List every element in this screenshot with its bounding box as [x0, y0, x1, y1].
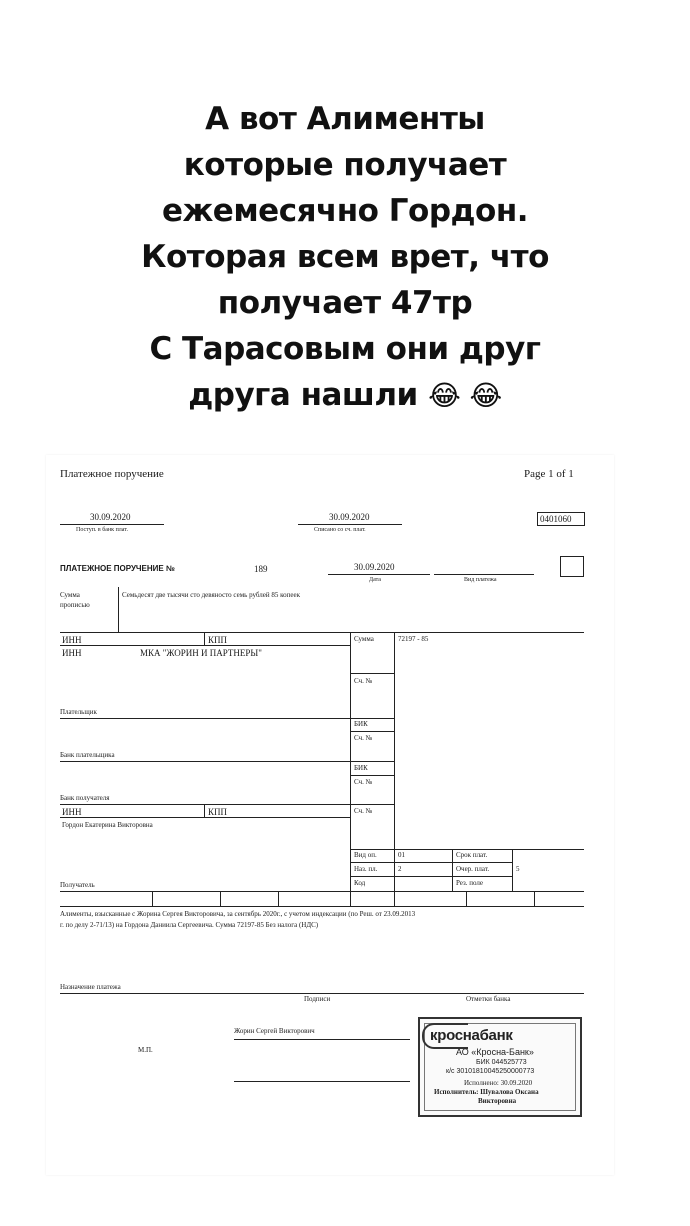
stamp-bank-name: АО «Кросна-Банк» — [456, 1047, 534, 1057]
payee-bank-label: Банк получателя — [60, 794, 110, 802]
bank-marks-label: Отметки банка — [466, 995, 511, 1003]
caption-line: получает 47тр — [217, 285, 473, 321]
priority-value: 5 — [516, 865, 520, 873]
signatures-label: Подписи — [304, 995, 331, 1003]
received-date: 30.09.2020 — [90, 512, 131, 522]
caption-line: которые получает — [183, 147, 507, 183]
inn-label: ИНН — [62, 635, 82, 645]
payee-kpp-label: КПП — [208, 807, 228, 817]
signer-name: Жорин Сергей Викторович — [234, 1027, 315, 1035]
order-title: ПЛАТЕЖНОЕ ПОРУЧЕНИЕ № — [60, 564, 175, 573]
purpose-text-line-1: Алименты, взысканные с Жорина Сергея Викторовича, за сентябрь 2020г., с учетом индексации (по Реш. от 23.09.2013 — [60, 910, 416, 918]
payer-name: МКА "ЖОРИН И ПАРТНЕРЫ" — [140, 648, 262, 658]
stamp-executor: Исполнитель: Шувалова Оксана — [434, 1088, 539, 1096]
payer-bank-label: Банк плательщика — [60, 751, 115, 759]
payee-bank-account-label: Сч. № — [354, 778, 373, 786]
purpose-text-line-2: г. по делу 2-71/13) на Гордона Даниила Сергеевича. Сумма 72197-85 Без налога (НДС) — [60, 921, 319, 929]
stamp-executed: Исполнено: 30.09.2020 — [464, 1079, 533, 1087]
code-label: Код — [354, 879, 366, 887]
caption-line-last — [0, 372, 690, 419]
priority-label: Очер. плат. — [456, 865, 490, 873]
received-label: Поступ. в банк плат. — [76, 527, 128, 533]
purpose-code-value: 2 — [398, 865, 402, 873]
caption-line: С Тарасовым они друг — [149, 331, 541, 367]
payee-label: Получатель — [60, 881, 95, 889]
op-type-value: 01 — [398, 851, 405, 859]
seal-label: М.П. — [138, 1046, 153, 1054]
due-label: Срок плат. — [456, 851, 488, 859]
stamp-corr-account: к/с 30101810045250000773 — [446, 1068, 535, 1075]
caption-line-text: друга нашли — [188, 377, 418, 413]
story-caption — [0, 96, 690, 419]
stamp-brand: кроснабанк — [430, 1027, 513, 1044]
payer-bik-label: БИК — [354, 720, 368, 728]
laughing-emoji-icon: 😂 😂 — [428, 379, 502, 412]
payment-type-label: Вид платежа — [464, 577, 497, 583]
purpose-label: Назначение платежа — [60, 983, 121, 991]
payer-account-label: Сч. № — [354, 677, 373, 685]
purpose-code-label: Наз. пл. — [354, 865, 378, 873]
caption-line: Которая всем врет, что — [141, 239, 549, 275]
document-header-title: Платежное поручение — [60, 468, 164, 480]
payer-bank-account-label: Сч. № — [354, 734, 373, 742]
debited-date: 30.09.2020 — [329, 512, 370, 522]
sum-value: 72197 - 85 — [398, 635, 429, 643]
stamp-executor-2: Викторовна — [478, 1097, 517, 1105]
order-number: 189 — [254, 564, 268, 574]
kpp-label: КПП — [208, 635, 228, 645]
payer-inn-label: ИНН — [62, 648, 82, 658]
sum-words-value: Семьдесят две тысячи сто девяносто семь рублей 85 копеек — [122, 591, 301, 599]
bank-stamp — [418, 1017, 582, 1117]
debited-label: Списано со сч. плат. — [314, 527, 366, 533]
op-type-label: Вид оп. — [354, 851, 377, 859]
payee-inn-label: ИНН — [62, 807, 82, 817]
payee-bik-label: БИК — [354, 764, 368, 772]
payee-name: Гордон Екатерина Викторовна — [62, 821, 153, 829]
sum-label: Сумма — [354, 635, 374, 643]
reserve-label: Рез. поле — [456, 879, 484, 887]
form-code: 0401060 — [540, 514, 572, 524]
stamp-bik: БИК 044525773 — [476, 1059, 527, 1066]
date-label: Дата — [369, 577, 381, 583]
caption-line: А вот Алименты — [205, 101, 485, 137]
sum-words-label-2: прописью — [60, 601, 90, 609]
payee-account-label: Сч. № — [354, 807, 373, 815]
payment-order-document — [46, 455, 614, 1175]
order-date: 30.09.2020 — [354, 562, 395, 572]
caption-line: ежемесячно Гордон. — [161, 193, 529, 229]
sum-words-label: Сумма — [60, 591, 80, 599]
payer-label: Плательщик — [60, 708, 97, 716]
page-label: Page 1 of 1 — [524, 468, 574, 480]
